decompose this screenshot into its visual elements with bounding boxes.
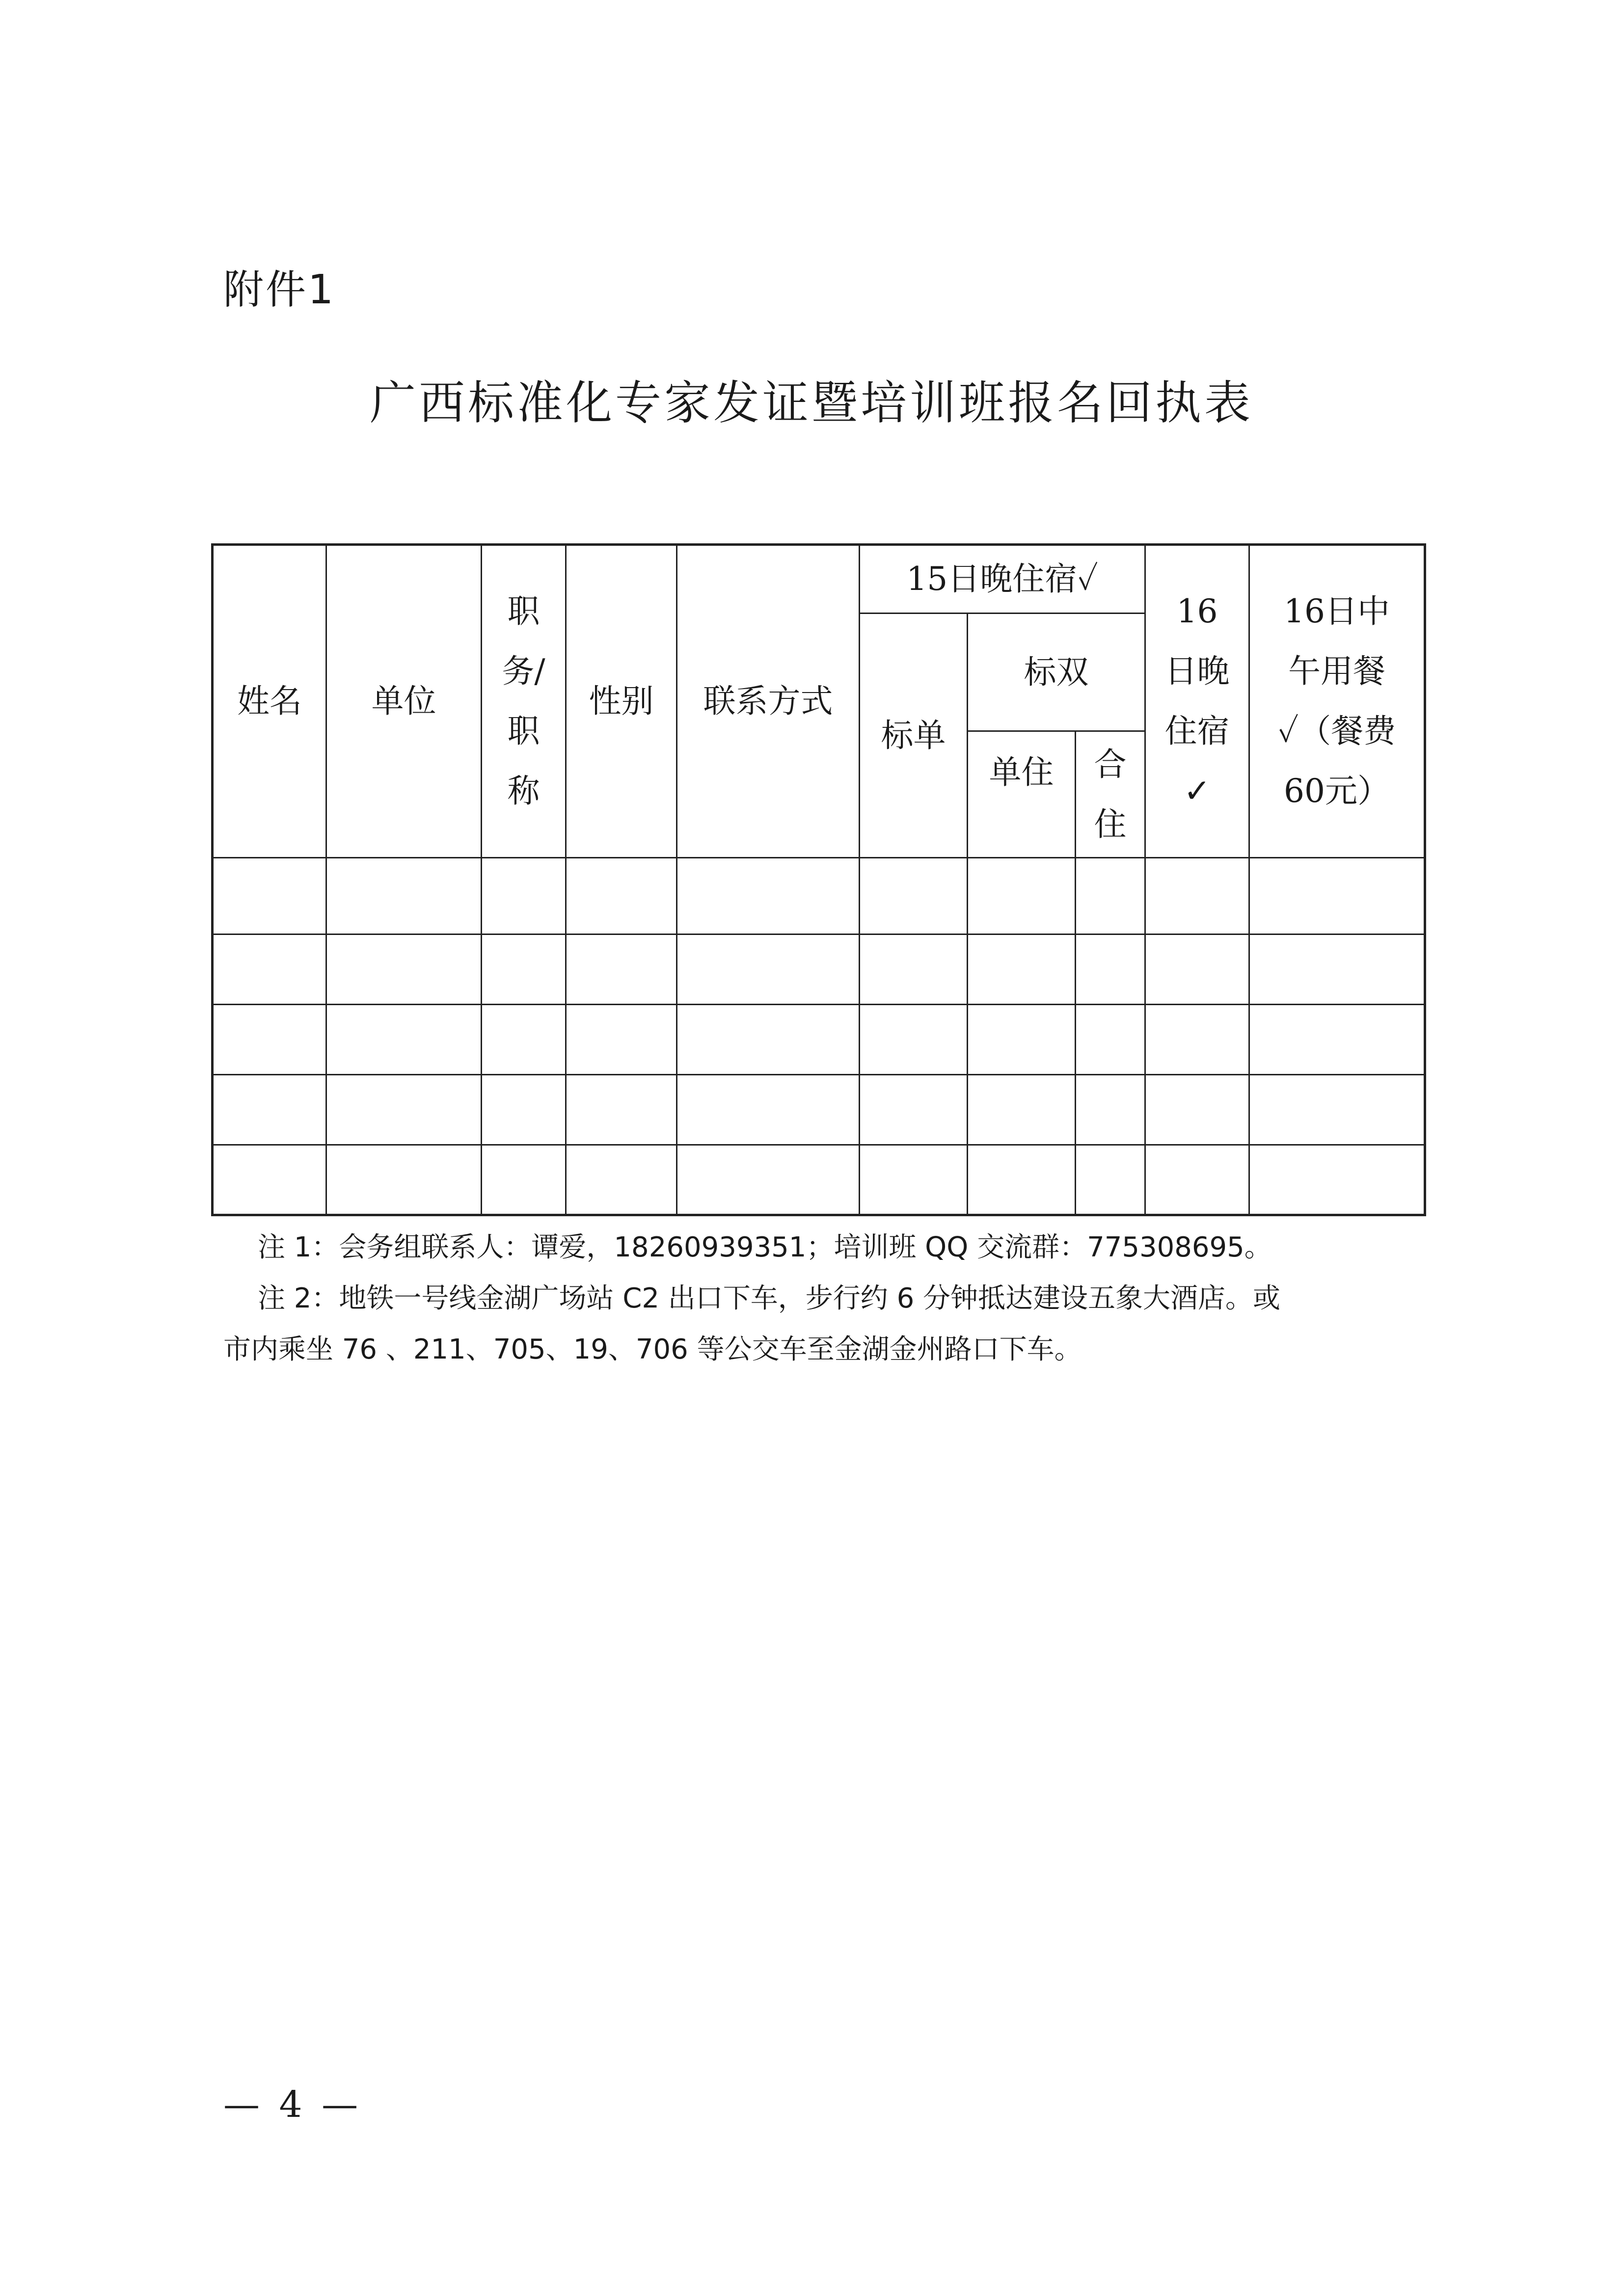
registration-table: [211, 543, 1426, 1216]
header-double-shared: 合 住: [1076, 731, 1145, 858]
header-position: 职 务/ 职 称: [482, 545, 566, 858]
header-standard-double: 标双: [968, 614, 1145, 731]
table-row: [213, 858, 1425, 934]
form-title: 广西标准化专家发证暨培训班报名回执表: [369, 376, 1253, 430]
header-lunch-16: 16日中 午用餐 ✓（餐费 60元）: [1249, 545, 1425, 858]
header-standard-single: 标单: [860, 614, 968, 858]
table-row: [213, 934, 1425, 1005]
header-double-single: 单住: [968, 731, 1076, 858]
header-name: 姓名: [213, 545, 326, 858]
header-unit: 单位: [326, 545, 482, 858]
table-row: [213, 1005, 1425, 1075]
note-2-line-1: 注 2：地铁一号线金湖广场站 C2 出口下车，步行约 6 分钟抵达建设五象大酒店。或: [258, 1282, 1280, 1314]
note-1: 注 1：会务组联系人：谭爱，18260939351；培训班 QQ 交流群：775308695。: [258, 1231, 1272, 1263]
header-stay-16: 16 日晚 住宿 ✓: [1145, 545, 1249, 858]
notes: [223, 1222, 1421, 1375]
page-number: — 4 —: [223, 2083, 362, 2126]
header-gender: 性别: [566, 545, 677, 858]
table-row: [213, 1145, 1425, 1215]
note-2-line-2: 市内乘坐 76 、211、705、19、706 等公交车至金湖金州路口下车。: [223, 1334, 1082, 1365]
header-stay-15: 15日晚住宿✓: [860, 545, 1145, 614]
attachment-label: 附件1: [223, 267, 336, 313]
header-contact: 联系方式: [677, 545, 860, 858]
table-row: [213, 1075, 1425, 1145]
